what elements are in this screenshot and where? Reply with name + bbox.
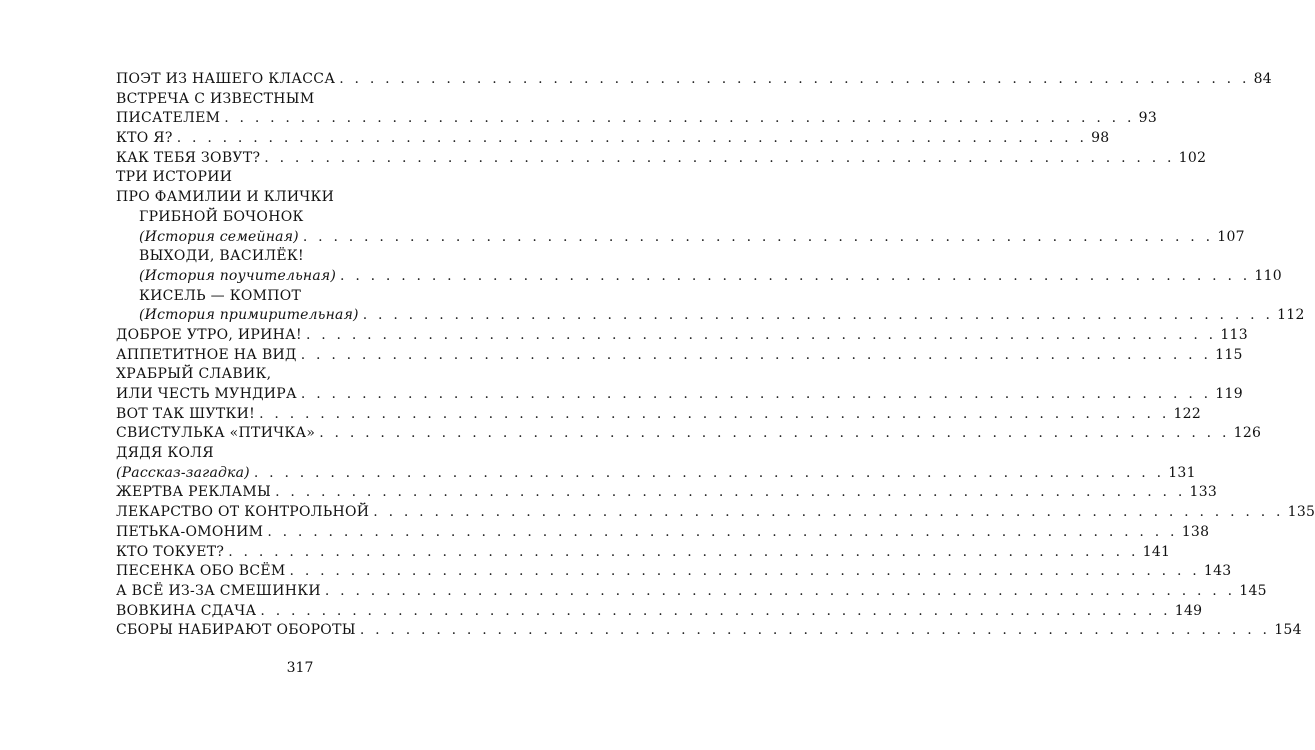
table-of-contents (116, 70, 1315, 641)
toc-entry (116, 365, 468, 385)
toc-entry (116, 306, 1305, 326)
dot-leader: . . . . . . . . . . . . . . . . . . . . . . . . . . . . . . . . . . . . . . . . . . . . . . . . . . . . . . . . . . . . (340, 267, 1251, 284)
toc-entry-page: 112 (1277, 307, 1305, 324)
toc-entry (116, 602, 1203, 622)
toc-entry (116, 188, 468, 208)
toc-entry (116, 208, 468, 228)
toc-entry (116, 129, 1110, 149)
toc-entry-title: (Рассказ-загадка) (116, 464, 250, 481)
toc-entry (116, 267, 1283, 287)
dot-leader: . . . . . . . . . . . . . . . . . . . . . . . . . . . . . . . . . . . . . . . . . . . . . . . . . . . . . . . . . . . . (359, 622, 1271, 639)
toc-entry-title: ПРО ФАМИЛИИ И КЛИЧКИ (116, 189, 335, 206)
toc-entry-title: (История семейная) (139, 228, 299, 245)
dot-leader: . . . . . . . . . . . . . . . . . . . . . . . . . . . . . . . . . . . . . . . . . . . . . . . . . . . . . . . . . . . . (289, 563, 1200, 580)
toc-entry-page: 115 (1215, 346, 1243, 363)
toc-entry (116, 424, 1262, 444)
toc-entry-page: 122 (1173, 405, 1202, 422)
toc-entry-title: ПОЭТ ИЗ НАШЕГО КЛАССА (116, 71, 336, 87)
toc-entry (116, 562, 1232, 582)
toc-entry-page: 113 (1220, 326, 1248, 343)
toc-entry-page: 133 (1189, 484, 1218, 501)
dot-leader: . . . . . . . . . . . . . . . . . . . . . . . . . . . . . . . . . . . . . . . . . . . . . . . . . . . . . . . . . . . . (324, 582, 1236, 599)
toc-entry-title: ДОБРОЕ УТРО, ИРИНА! (116, 326, 302, 343)
toc-entry-page: 126 (1233, 425, 1262, 442)
dot-leader: . . . . . . . . . . . . . . . . . . . . . . . . . . . . . . . . . . . . . . . . . . . . . . . . . . . . . . . . . . . . (275, 484, 1186, 501)
toc-entry (116, 582, 1267, 602)
toc-entry-page: 102 (1178, 149, 1207, 166)
toc-entry-title: КТО ТОКУЕТ? (116, 543, 225, 560)
dot-leader: . . . . . . . . . . . . . . . . . . . . . . . . . . . . . . . . . . . . . . . . . . . . . . . . . . . . . . . . . . . . (259, 405, 1170, 422)
dot-leader: . . . . . . . . . . . . . . . . . . . . . . . . . . . . . . . . . . . . . . . . . . . . . . . . . . . . . . . . . . . . (305, 326, 1217, 343)
toc-entry-title: ВОВКИНА СДАЧА (116, 602, 257, 619)
toc-entry (116, 326, 1248, 346)
toc-entry-page: 154 (1274, 622, 1302, 639)
toc-entry (116, 168, 468, 188)
toc-entry (116, 523, 1210, 543)
dot-leader: . . . . . . . . . . . . . . . . . . . . . . . . . . . . . . . . . . . . . . . . . . . . . . . . . . . . . . . . . . . . (224, 110, 1135, 127)
toc-entry-title: ПИСАТЕЛЕМ (116, 110, 221, 127)
dot-leader: . . . . . . . . . . . . . . . . . . . . . . . . . . . . . . . . . . . . . . . . . . . . . . . . . . . . . . . . . . . . (300, 346, 1212, 363)
toc-entry-title: ВОТ ТАК ШУТКИ! (116, 405, 256, 422)
dot-leader: . . . . . . . . . . . . . . . . . . . . . . . . . . . . . . . . . . . . . . . . . . . . . . . . . . . . . . . . . . . . (253, 464, 1165, 481)
toc-entry (116, 621, 1302, 641)
toc-entry-title: ПЕТЬКА-ОМОНИМ (116, 523, 264, 540)
toc-entry-title: КАК ТЕБЯ ЗОВУТ? (116, 149, 261, 166)
toc-entry-page: 98 (1091, 130, 1110, 147)
toc-entry-title: ИЛИ ЧЕСТЬ МУНДИРА (116, 386, 297, 402)
toc-entry-title: СВИСТУЛЬКА «ПТИЧКА» (116, 425, 316, 442)
toc-entry (116, 464, 1196, 484)
dot-leader: . . . . . . . . . . . . . . . . . . . . . . . . . . . . . . . . . . . . . . . . . . . . . . . . . . . . . . . . . . . . (339, 71, 1250, 87)
dot-leader: . . . . . . . . . . . . . . . . . . . . . . . . . . . . . . . . . . . . . . . . . . . . . . . . . . . . . . . . . . . . (300, 386, 1212, 402)
toc-entry-page: 107 (1217, 228, 1245, 245)
toc-entry-page: 135 (1287, 504, 1315, 521)
toc-entry-page: 110 (1254, 267, 1283, 284)
dot-leader: . . . . . . . . . . . . . . . . . . . . . . . . . . . . . . . . . . . . . . . . . . . . . . . . . . . . . . . . . . . . (176, 130, 1088, 147)
toc-entry (116, 149, 1207, 169)
toc-entry-title: ВСТРЕЧА С ИЗВЕСТНЫМ (116, 90, 315, 107)
dot-leader: . . . . . . . . . . . . . . . . . . . . . . . . . . . . . . . . . . . . . . . . . . . . . . . . . . . . . . . . . . . . (260, 602, 1171, 619)
toc-entry-page: 84 (1253, 71, 1273, 87)
toc-entry-title: ХРАБРЫЙ СЛАВИК, (116, 366, 272, 383)
toc-entry-title: КИСЕЛЬ — КОМПОТ (139, 287, 302, 304)
toc-entry (116, 109, 1158, 129)
page-number: 317 (286, 660, 314, 676)
toc-entry-title: А ВСЁ ИЗ-ЗА СМЕШИНКИ (116, 582, 321, 599)
toc-entry (116, 444, 468, 464)
dot-leader: . . . . . . . . . . . . . . . . . . . . . . . . . . . . . . . . . . . . . . . . . . . . . . . . . . . . . . . . . . . . (267, 523, 1178, 540)
toc-entry (116, 247, 468, 267)
dot-leader: . . . . . . . . . . . . . . . . . . . . . . . . . . . . . . . . . . . . . . . . . . . . . . . . . . . . . . . . . . . . (319, 425, 1230, 442)
toc-entry-title: ЖЕРТВА РЕКЛАМЫ (116, 484, 272, 501)
dot-leader: . . . . . . . . . . . . . . . . . . . . . . . . . . . . . . . . . . . . . . . . . . . . . . . . . . . . . . . . . . . . (264, 149, 1175, 166)
toc-entry-page: 93 (1138, 110, 1158, 127)
toc-entry-title: ГРИБНОЙ БОЧОНОК (139, 208, 304, 225)
toc-entry (116, 346, 1243, 366)
toc-entry (116, 483, 1218, 503)
toc-entry (116, 90, 468, 110)
toc-entry-title: (История примирительная) (139, 307, 359, 324)
toc-entry-title: ТРИ ИСТОРИИ (116, 169, 233, 186)
toc-entry-page: 141 (1142, 543, 1171, 560)
toc-entry-title: СБОРЫ НАБИРАЮТ ОБОРОТЫ (116, 622, 356, 639)
toc-entry (116, 385, 1243, 405)
toc-entry-page: 138 (1181, 523, 1210, 540)
dot-leader: . . . . . . . . . . . . . . . . . . . . . . . . . . . . . . . . . . . . . . . . . . . . . . . . . . . . . . . . . . . . (373, 504, 1284, 521)
dot-leader: . . . . . . . . . . . . . . . . . . . . . . . . . . . . . . . . . . . . . . . . . . . . . . . . . . . . . . . . . . . . (228, 543, 1139, 560)
dot-leader: . . . . . . . . . . . . . . . . . . . . . . . . . . . . . . . . . . . . . . . . . . . . . . . . . . . . . . . . . . . . (362, 307, 1274, 324)
toc-entry-title: ДЯДЯ КОЛЯ (116, 445, 214, 462)
dot-leader: . . . . . . . . . . . . . . . . . . . . . . . . . . . . . . . . . . . . . . . . . . . . . . . . . . . . . . . . . . . . (302, 228, 1214, 245)
toc-entry-title: (История поучительная) (139, 267, 337, 284)
toc-entry-page: 145 (1239, 582, 1267, 599)
toc-entry (116, 405, 1202, 425)
toc-entry-page: 149 (1174, 602, 1203, 619)
toc-entry-title: АППЕТИТНОЕ НА ВИД (116, 346, 297, 363)
toc-entry-title: КТО Я? (116, 130, 173, 147)
toc-entry-title: ЛЕКАРСТВО ОТ КОНТРОЛЬНОЙ (116, 504, 370, 521)
toc-entry (116, 503, 1315, 523)
toc-entry (116, 228, 1245, 248)
toc-entry-page: 143 (1203, 563, 1232, 580)
toc-entry-page: 119 (1215, 386, 1243, 402)
toc-entry-title: ПЕСЕНКА ОБО ВСЁМ (116, 563, 286, 580)
toc-entry (116, 70, 1273, 90)
toc-entry-page: 131 (1168, 464, 1196, 481)
toc-entry (116, 287, 468, 307)
toc-entry (116, 543, 1171, 563)
toc-entry-title: ВЫХОДИ, ВАСИЛЁК! (139, 248, 304, 265)
